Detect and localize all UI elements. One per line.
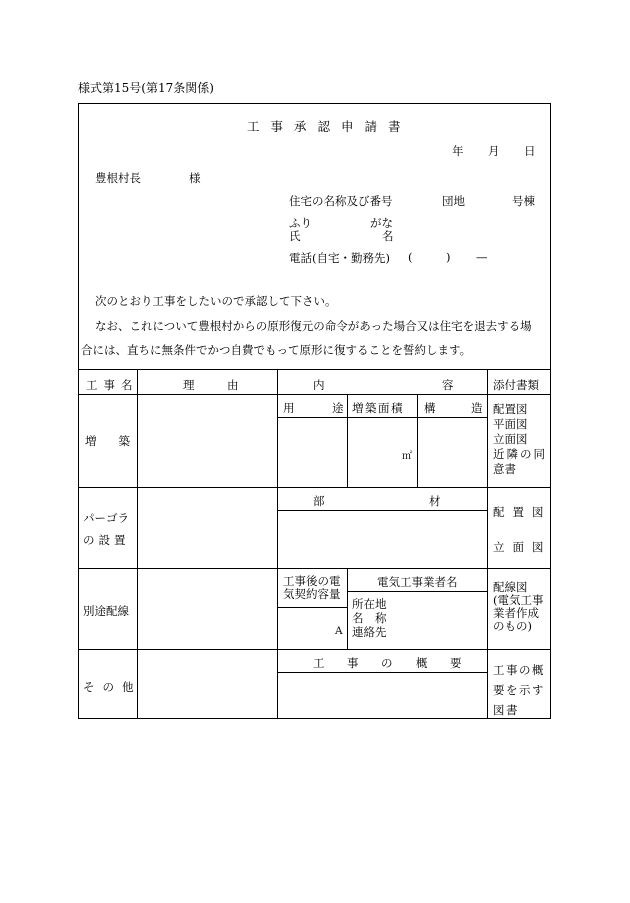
row1-split-a [347, 394, 348, 487]
phone-dash: — [476, 250, 488, 264]
attachment-item: 業者作成 [493, 606, 539, 620]
wiring-capacity-line: 工事後の電 [283, 574, 341, 588]
other-summary-1: 工 [313, 656, 325, 670]
furigana-gana: がな [370, 216, 393, 230]
attachment-item: 配置図 [493, 402, 528, 416]
row3-split [347, 568, 348, 649]
divider-table-top [79, 369, 550, 370]
pergola-material-1: 部 [313, 494, 325, 508]
statement-line-2: なお、これについて豊根村からの原形復元の命令があった場合又は住宅を退去する場 [95, 319, 532, 333]
wiring-contractor-details [352, 597, 387, 639]
header-content-1: 内 [313, 378, 325, 392]
row-pergola-name-2: の設置 [83, 533, 130, 547]
wiring-capacity-label [283, 575, 341, 601]
pergola-attachment-1: 配置図 [493, 505, 552, 519]
residence-label: 住宅の名称及び番号 [289, 194, 393, 208]
col-divider-2 [277, 369, 278, 718]
attachment-item: (電気工事 [493, 593, 544, 607]
row-pergola-name-1: パーゴラ [83, 511, 129, 525]
row-zouchiku-name: 増築 [85, 434, 152, 448]
attachment-item: 意書 [493, 462, 516, 476]
date-day: 日 [524, 144, 536, 158]
header-attachments: 添付書類 [493, 378, 539, 392]
attachment-item: 平面図 [493, 417, 528, 431]
gotou-label: 号棟 [512, 194, 535, 208]
row2-subline [277, 510, 487, 511]
attachment-item: 配線図 [493, 580, 528, 594]
attachment-item: 立面図 [493, 432, 528, 446]
divider-row2 [79, 568, 550, 569]
phone-open-paren: ( [408, 250, 413, 264]
statement-line-1: 次のとおり工事をしたいので承認して下さい。 [95, 294, 337, 308]
header-work-name: 工事名 [86, 378, 139, 392]
divider-row3 [79, 649, 550, 650]
other-summary-5: 要 [450, 656, 462, 670]
furigana-furi: ふり [289, 216, 312, 230]
zouchiku-attachments [493, 402, 547, 477]
wiring-unit: A [335, 625, 343, 637]
addressee-name: 豊根村長 [95, 171, 141, 185]
form-title: 工事承認申請書 [247, 119, 412, 134]
header-reason-2: 由 [227, 378, 239, 392]
wiring-location: 所在地 [352, 597, 387, 611]
row1-subline [277, 417, 487, 418]
row4-subline [277, 672, 487, 673]
phone-close-paren: ) [446, 250, 451, 264]
date-year: 年 [452, 144, 464, 158]
zouchiku-area-unit: ㎡ [402, 451, 412, 462]
wiring-capacity-line: 気契約容量 [283, 587, 341, 601]
name-mei: 名 [382, 229, 394, 243]
other-summary-3: の [381, 656, 393, 670]
addressee-honorific: 様 [189, 171, 201, 185]
wiring-name: 名 称 [352, 611, 387, 625]
attachment-item: 近隣の同 [493, 447, 547, 461]
row3-subline-left [277, 607, 347, 608]
col-divider-1 [137, 369, 138, 718]
zouchiku-structure-2: 造 [471, 401, 483, 415]
form-number: 様式第15号(第17条関係) [78, 81, 214, 95]
attachment-item: 要を示す [493, 683, 545, 697]
wiring-contact: 連絡先 [352, 625, 387, 639]
col-divider-3 [487, 369, 488, 718]
header-reason-1: 理 [183, 378, 195, 392]
attachment-item: 工事の概 [493, 663, 545, 677]
pergola-material-2: 材 [429, 494, 441, 508]
date-month: 月 [488, 144, 500, 158]
other-summary-4: 概 [416, 656, 428, 670]
zouchiku-use-1: 用 [283, 401, 295, 415]
row3-subline-right [347, 591, 487, 592]
row-other-name: その他 [83, 680, 142, 694]
zouchiku-structure-1: 構 [424, 401, 436, 415]
attachment-item: 図書 [493, 703, 519, 717]
phone-label: 電話(自宅・勤務先) [289, 251, 390, 265]
row-wiring-name: 別途配線 [83, 604, 129, 618]
other-attachments [493, 660, 545, 720]
pergola-attachment-2: 立面図 [493, 540, 552, 554]
zouchiku-use-2: 途 [332, 401, 344, 415]
divider-row1 [79, 487, 550, 488]
attachment-item: のもの) [493, 619, 532, 633]
statement-line-3: 合には、直ちに無条件でかつ自費でもって原形に復することを誓約します。 [81, 343, 472, 357]
name-shi: 氏 [289, 229, 301, 243]
other-summary-2: 事 [347, 656, 359, 670]
header-content-2: 容 [442, 378, 454, 392]
zouchiku-area-label: 増築面積 [352, 401, 404, 415]
divider-header [79, 394, 550, 395]
wiring-attachments [493, 581, 544, 633]
wiring-contractor-label: 電気工事業者名 [377, 575, 458, 589]
danchi-label: 団地 [442, 194, 465, 208]
row1-split-b [417, 394, 418, 487]
